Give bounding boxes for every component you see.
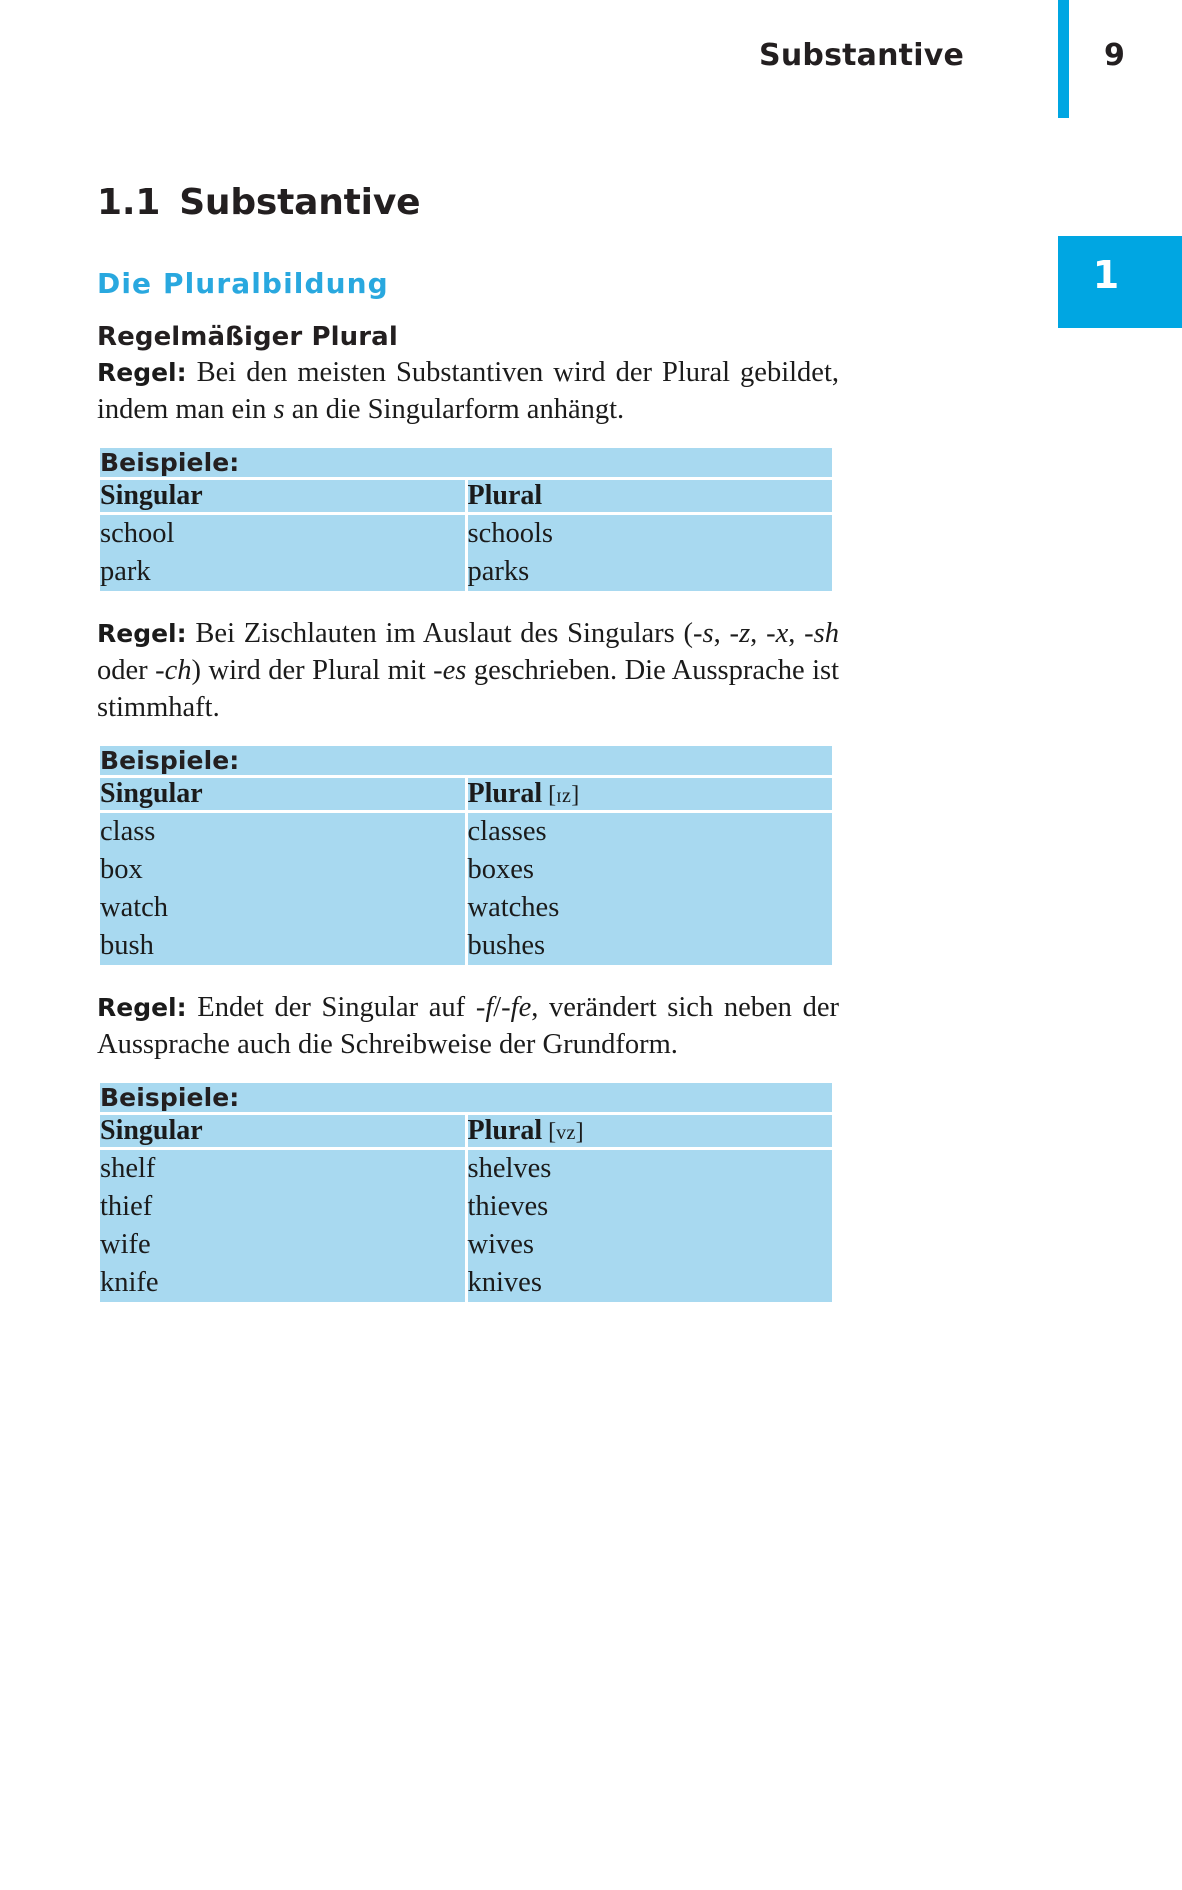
- table-row-headers: [100, 480, 832, 512]
- section-title-text: Substantive: [179, 182, 421, 223]
- singular-items-3: [100, 1150, 465, 1302]
- plural-items-3: [468, 1150, 833, 1302]
- rule-text-2b: , -: [713, 618, 740, 649]
- phonetic-value-3: vz: [556, 1122, 576, 1144]
- rule-italic-2e: ch: [164, 655, 192, 686]
- column-header-plural-label-2: Plural: [467, 778, 543, 809]
- examples-caption-1: Beispiele:: [100, 448, 832, 477]
- page-title: [97, 182, 420, 223]
- list-item: class: [100, 816, 156, 847]
- phonetic-notation-3: [vz]: [542, 1119, 584, 1145]
- list-item: watch: [100, 892, 169, 923]
- rule-italic-2f: es: [442, 655, 467, 686]
- list-item: bushes: [467, 930, 546, 961]
- rule-text-2c: , -: [750, 618, 776, 649]
- table-row-words: [100, 1150, 832, 1302]
- table-row-words: [100, 813, 832, 965]
- rule-label-1: Regel:: [97, 358, 187, 387]
- singular-word-list-2: [100, 813, 465, 965]
- column-header-plural-label-3: Plural: [467, 1115, 543, 1146]
- list-item: wives: [467, 1229, 534, 1260]
- examples-table-3: [97, 1080, 835, 1305]
- list-item: knives: [467, 1267, 542, 1298]
- chapter-tab-number: 1: [1092, 253, 1120, 297]
- list-item: school: [100, 518, 175, 549]
- examples-table-2: [97, 743, 835, 968]
- rule-text-1a: Bei den meisten Substantiven wird der Plural gebildet, indem man ein: [97, 357, 839, 425]
- rule-italic-1a: s: [273, 394, 285, 425]
- list-item: thief: [100, 1191, 153, 1222]
- rule-italic-2b: z: [739, 618, 751, 649]
- list-item: watches: [467, 892, 560, 923]
- examples-caption-2: Beispiele:: [100, 746, 832, 775]
- column-header-singular-3: Singular: [100, 1115, 465, 1147]
- spacer: [97, 968, 839, 989]
- column-header-singular-2: Singular: [100, 778, 465, 810]
- plural-items-1: [468, 515, 833, 591]
- rule-text-3b: /-: [493, 992, 511, 1023]
- singular-word-list-3: [100, 1150, 465, 1302]
- table-row-headers: [100, 1115, 832, 1147]
- list-item: shelves: [467, 1153, 552, 1184]
- examples-caption-3: Beispiele:: [100, 1083, 832, 1112]
- list-item: boxes: [467, 854, 534, 885]
- table-row-headers: [100, 778, 832, 810]
- table-row-caption: [100, 746, 832, 775]
- table-row-caption: [100, 448, 832, 477]
- list-item: box: [100, 854, 143, 885]
- content-flow: [97, 322, 839, 1305]
- rule-heading-regelmaessiger-plural: Regelmäßiger Plural: [97, 322, 398, 352]
- rule-text-2d: , -: [788, 618, 814, 649]
- list-item: knife: [100, 1267, 159, 1298]
- table-row-caption: [100, 1083, 832, 1112]
- list-item: thieves: [467, 1191, 549, 1222]
- list-item: park: [100, 556, 151, 587]
- phonetic-notation-2: [ɪz]: [542, 782, 580, 808]
- rule-italic-3a: f: [485, 992, 494, 1023]
- rule-text-3a: Endet der Singular auf -: [186, 992, 486, 1023]
- page-header: [0, 0, 1182, 120]
- plural-word-list-3: [468, 1150, 833, 1302]
- rule-italic-2a: s: [702, 618, 714, 649]
- rule-text-2e: oder -: [97, 655, 165, 686]
- rule-text-2g: geschrieben. Die Aussprache ist stimmhaft.: [97, 655, 839, 723]
- list-item: wife: [100, 1229, 151, 1260]
- list-item: schools: [467, 518, 553, 549]
- phonetic-value-2: ɪz: [556, 785, 572, 807]
- list-item: shelf: [100, 1153, 156, 1184]
- plural-word-list-1: [468, 515, 833, 591]
- rule-italic-2c: x: [775, 618, 789, 649]
- column-header-plural-3: [468, 1115, 833, 1147]
- examples-table-1: [97, 445, 835, 594]
- rule-paragraph-3: [97, 989, 839, 1063]
- table-row-words: [100, 515, 832, 591]
- chapter-tab: [1058, 236, 1182, 328]
- rule-label-3: Regel:: [97, 993, 187, 1022]
- column-header-plural-2: [468, 778, 833, 810]
- rule-label-2: Regel:: [97, 619, 187, 648]
- rule-italic-2d: sh: [813, 618, 839, 649]
- rule-text-1b: an die Singularform anhängt.: [284, 394, 625, 425]
- page-number: 9: [1104, 38, 1125, 73]
- column-header-plural-1: [468, 480, 833, 512]
- singular-items-1: [100, 515, 465, 591]
- rule-paragraph-1: [97, 354, 839, 428]
- plural-word-list-2: [468, 813, 833, 965]
- section-subtitle: Die Pluralbildung: [97, 267, 389, 300]
- rule-text-2f: ) wird der Plural mit -: [191, 655, 443, 686]
- rule-text-2a: Bei Zischlauten im Auslaut des Singulars (-: [186, 618, 703, 649]
- header-title: Substantive: [759, 38, 964, 73]
- list-item: classes: [467, 816, 547, 847]
- plural-items-2: [468, 813, 833, 965]
- rule-paragraph-2: [97, 615, 839, 726]
- header-divider-bar: [1058, 0, 1069, 118]
- singular-items-2: [100, 813, 465, 965]
- rule-italic-3b: fe: [510, 992, 532, 1023]
- spacer: [97, 594, 839, 615]
- list-item: bush: [100, 930, 154, 961]
- column-header-plural-label-1: Plural: [467, 480, 543, 511]
- column-header-singular-1: Singular: [100, 480, 465, 512]
- singular-word-list-1: [100, 515, 465, 591]
- rule-text-3c: , verändert sich neben der Aussprache auch die Schreibweise der Grundform.: [97, 992, 839, 1060]
- list-item: parks: [467, 556, 530, 587]
- section-number: 1.1: [97, 182, 161, 223]
